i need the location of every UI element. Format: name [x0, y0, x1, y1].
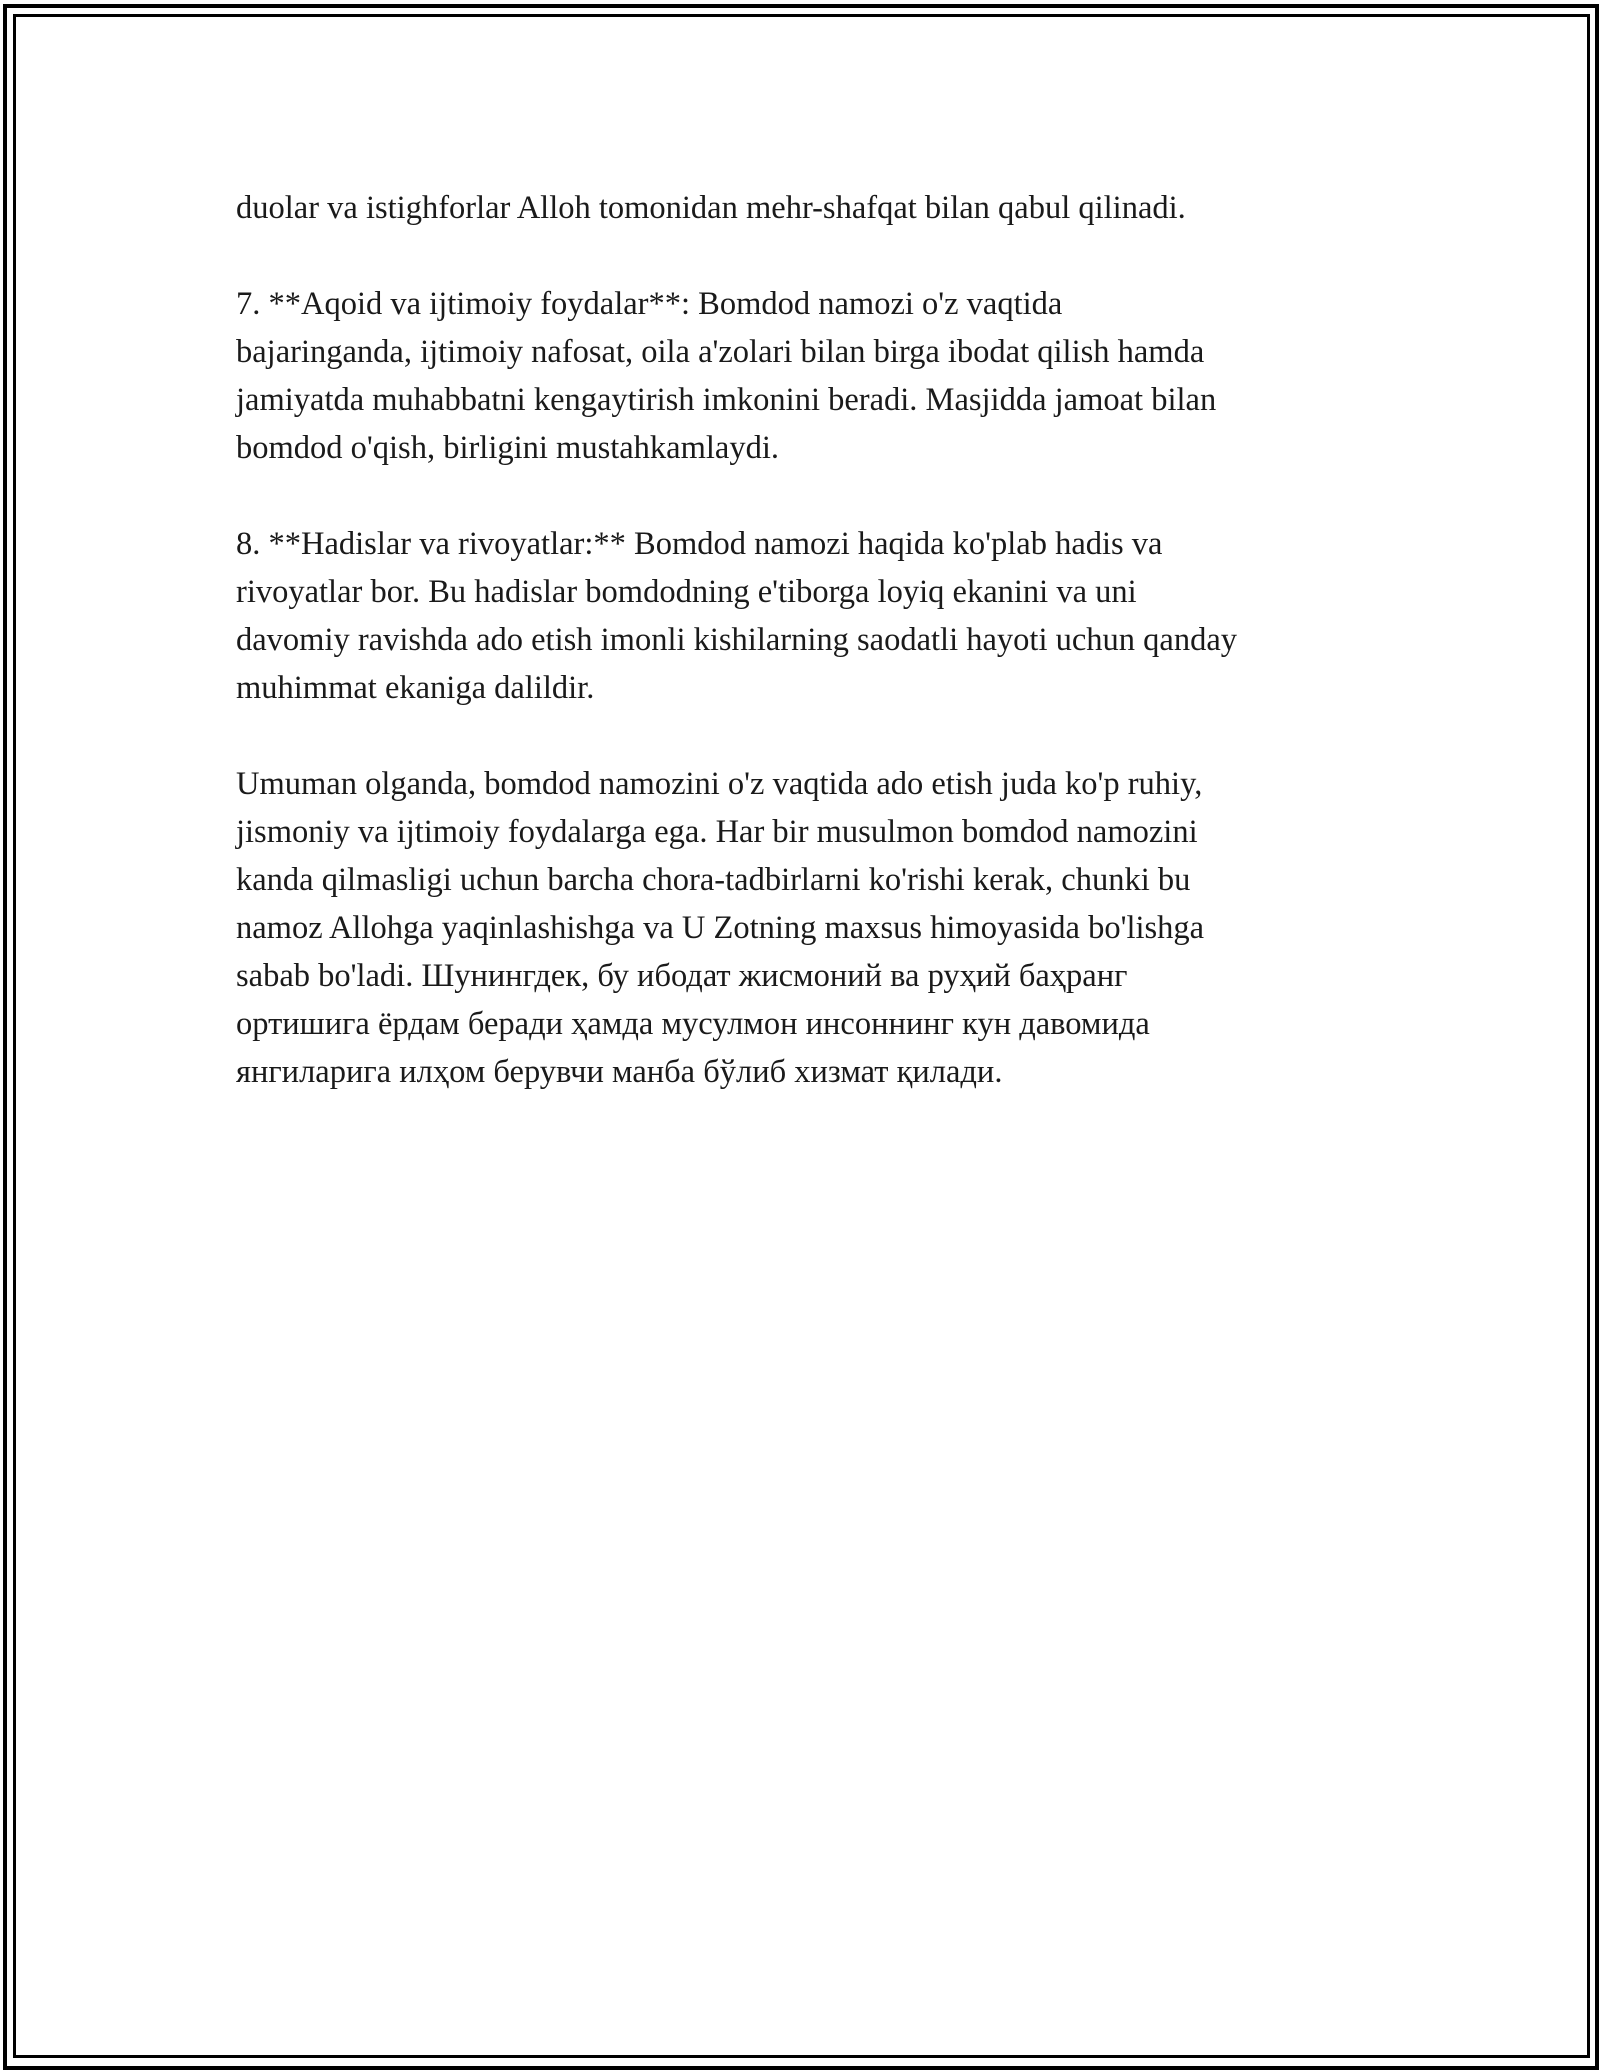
paragraph-conclusion: [236, 760, 1376, 1096]
text-line: muhimmat ekaniga dalildir.: [236, 670, 595, 706]
text-line: jismoniy va ijtimoiy foydalarga ega. Har bir musulmon bomdod namozini: [236, 814, 1198, 850]
text-line: duolar va istighforlar Alloh tomonidan mehr-shafqat bilan qabul qilinadi.: [236, 190, 1186, 226]
text-line: bomdod o'qish, birligini mustahkamlaydi.: [236, 430, 779, 466]
text-line: bajaringanda, ijtimoiy nafosat, oila a'zolari bilan birga ibodat qilish hamda: [236, 334, 1205, 370]
document-body: [236, 184, 1376, 1144]
paragraph-item-7: [236, 280, 1376, 472]
text-line: 7. **Aqoid va ijtimoiy foydalar**: Bomdod namozi o'z vaqtida: [236, 286, 1063, 322]
text-line: rivoyatlar bor. Bu hadislar bomdodning e'tiborga loyiq ekanini va uni: [236, 574, 1137, 610]
text-line: ортишига ёрдам беради ҳамда мусулмон инсоннинг кун давомида: [236, 1006, 1150, 1042]
text-line: jamiyatda muhabbatni kengaytirish imkonini beradi. Masjidda jamoat bilan: [236, 382, 1217, 418]
paragraph-continuation: [236, 184, 1376, 232]
text-line: davomiy ravishda ado etish imonli kishilarning saodatli hayoti uchun qanday: [236, 622, 1237, 658]
paragraph-item-8: [236, 520, 1376, 712]
text-line: namoz Allohga yaqinlashishga va U Zotning maxsus himoyasida bo'lishga: [236, 910, 1205, 946]
text-line: Umuman olganda, bomdod namozini o'z vaqtida ado etish juda ko'p ruhiy,: [236, 766, 1203, 802]
text-line: kanda qilmasligi uchun barcha chora-tadbirlarni ko'rishi kerak, chunki bu: [236, 862, 1191, 898]
text-line: 8. **Hadislar va rivoyatlar:** Bomdod namozi haqida ko'plab hadis va: [236, 526, 1163, 562]
text-line: янгиларига илҳом берувчи манба бўлиб хизмат қилади.: [236, 1054, 1003, 1090]
text-line: sabab bo'ladi. Шунингдек, бу ибодат жисмоний ва руҳий баҳранг: [236, 958, 1128, 994]
